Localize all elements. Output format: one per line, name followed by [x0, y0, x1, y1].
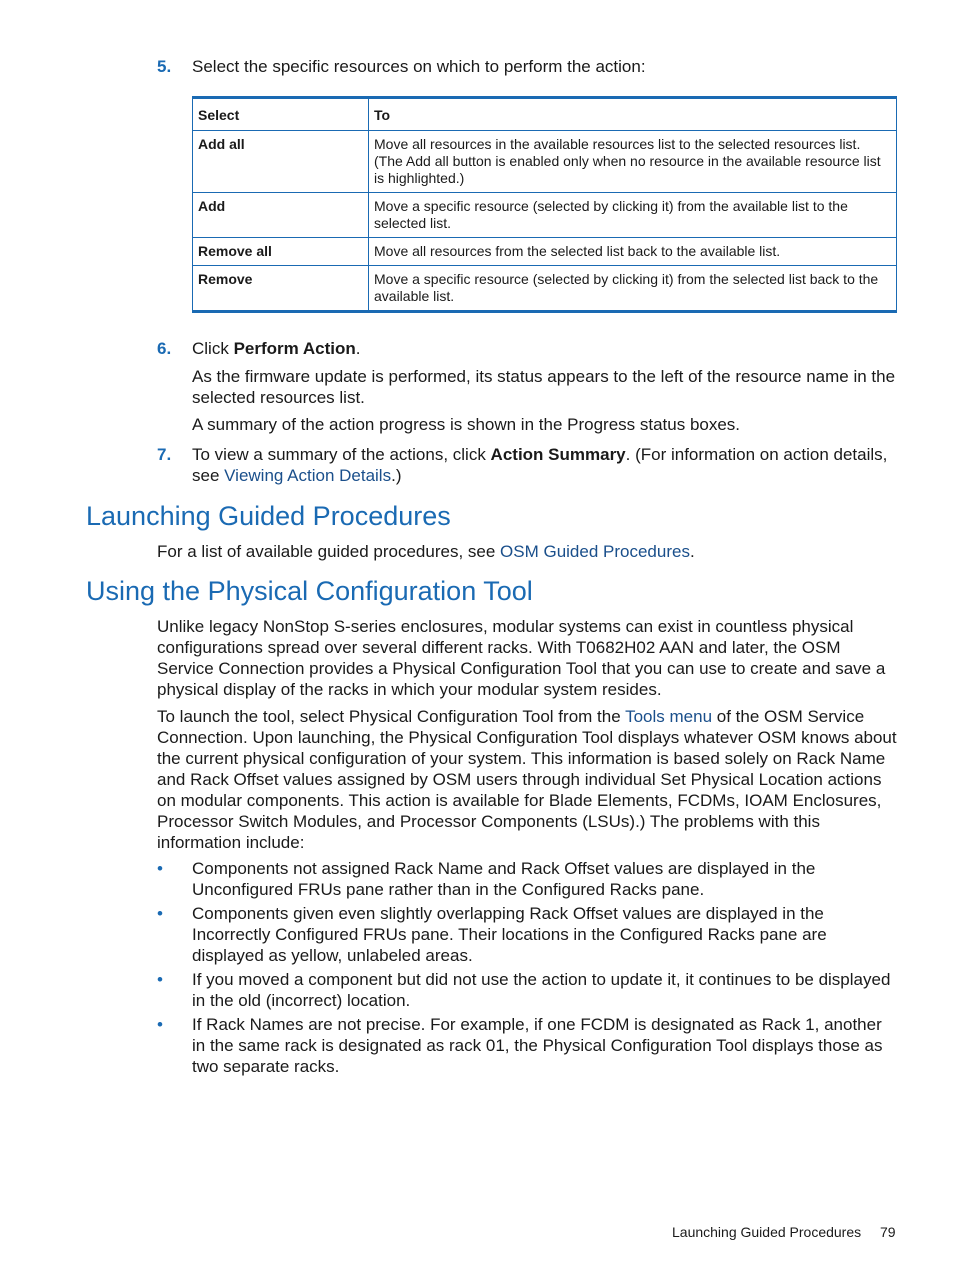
step-6-paragraph-1: As the firmware update is performed, its status appears to the left of the resource name in the selected resources list. — [192, 367, 896, 407]
section-2-paragraph-1: Unlike legacy NonStop S-series enclosures, modular systems can exist in countless physical configurations spread over several different racks. With T0682H02 AAN and later, the OSM Service Connection provides a Physical Configuration Tool that you can use to create and save a physical display of the racks in which your modular system resides. — [157, 617, 886, 699]
table-cell-select: Add all — [193, 131, 369, 193]
table-row — [193, 131, 897, 193]
table-cell-to: Move all resources in the available resources list to the selected resources list. (The Add all button is enabled only when no resource in the available resource list is highlighted.) — [369, 131, 897, 193]
action-summary-label: Action Summary — [490, 445, 626, 464]
paragraph-suffix: of the OSM Service Connection. Upon launching, the Physical Configuration Tool displays whatever OSM knows about the current physical configuration of your system. This information is based solely on Rack Name and Rack Offset values assigned by OSM users through individual Set Physical Location actions on modular components. This action is available for Blade Elements, FCDMs, IOAM Enclosures, Processor Switch Modules, and Processor Components (LSUs).) The problems with this information include: — [157, 707, 897, 852]
list-item-text: Components given even slightly overlapping Rack Offset values are displayed in the Incorrectly Configured FRUs pane. Their locations in the Configured Racks pane are displayed as yellow, unlabeled areas. — [192, 904, 827, 965]
table-row — [193, 266, 897, 312]
step-text-prefix: Click — [192, 339, 234, 358]
table-cell-to: Move all resources from the selected list back to the available list. — [369, 238, 897, 266]
table-cell-select: Remove all — [193, 238, 369, 266]
bullet-icon: • — [157, 859, 163, 878]
section-1-paragraph — [157, 541, 897, 562]
table-cell-select: Add — [193, 193, 369, 238]
resource-actions-table — [192, 96, 897, 313]
step-number: 7. — [157, 445, 172, 464]
bullet-icon: • — [157, 970, 163, 989]
bullet-icon: • — [157, 1015, 163, 1034]
step-text: Select the specific resources on which to perform the action: — [192, 57, 646, 76]
step-text — [192, 338, 897, 359]
step-text-suffix: . — [355, 339, 361, 358]
step-6-paragraph-2: A summary of the action progress is shown in the Progress status boxes. — [192, 415, 741, 434]
page-number: 79 — [880, 1224, 896, 1240]
viewing-action-details-link[interactable]: Viewing Action Details — [224, 466, 392, 485]
table-cell-to: Move a specific resource (selected by clicking it) from the available list to the selected list. — [369, 193, 897, 238]
osm-guided-procedures-link[interactable]: OSM Guided Procedures — [500, 542, 690, 561]
step-text — [192, 444, 897, 486]
list-item-text: Components not assigned Rack Name and Rack Offset values are displayed in the Unconfigured FRUs pane rather than in the Configured Racks pane. — [192, 859, 816, 899]
list-item-text: If you moved a component but did not use the action to update it, it continues to be displayed in the old (incorrect) location. — [192, 970, 891, 1010]
table-header-row — [193, 98, 897, 131]
step-text-middle: . (For information on action details, see — [192, 445, 888, 485]
perform-action-label: Perform Action — [233, 339, 356, 358]
step-text-prefix: To view a summary of the actions, click — [192, 445, 491, 464]
bullet-icon: • — [157, 904, 163, 923]
paragraph-prefix: To launch the tool, select Physical Configuration Tool from the — [157, 707, 626, 726]
column-header-select: Select — [193, 98, 369, 131]
table-cell-to: Move a specific resource (selected by clicking it) from the selected list back to the available list. — [369, 266, 897, 312]
table-row — [193, 238, 897, 266]
table-cell-select: Remove — [193, 266, 369, 312]
step-text-suffix: .) — [391, 466, 402, 485]
table-row — [193, 193, 897, 238]
tools-menu-link[interactable]: Tools menu — [625, 707, 713, 726]
paragraph-suffix: . — [689, 542, 695, 561]
column-header-to: To — [369, 98, 897, 131]
footer-title: Launching Guided Procedures — [672, 1224, 862, 1240]
step-number: 6. — [157, 339, 172, 358]
paragraph-prefix: For a list of available guided procedures, see — [157, 542, 501, 561]
section-heading-physical-configuration-tool: Using the Physical Configuration Tool — [86, 576, 533, 606]
section-2-paragraph-2 — [157, 706, 897, 853]
list-item-text: If Rack Names are not precise. For example, if one FCDM is designated as Rack 1, another in the same rack is designated as rack 01, the Physical Configuration Tool displays those as two separate racks. — [192, 1015, 883, 1076]
section-heading-launching-guided-procedures: Launching Guided Procedures — [86, 501, 451, 531]
step-number: 5. — [157, 57, 172, 76]
